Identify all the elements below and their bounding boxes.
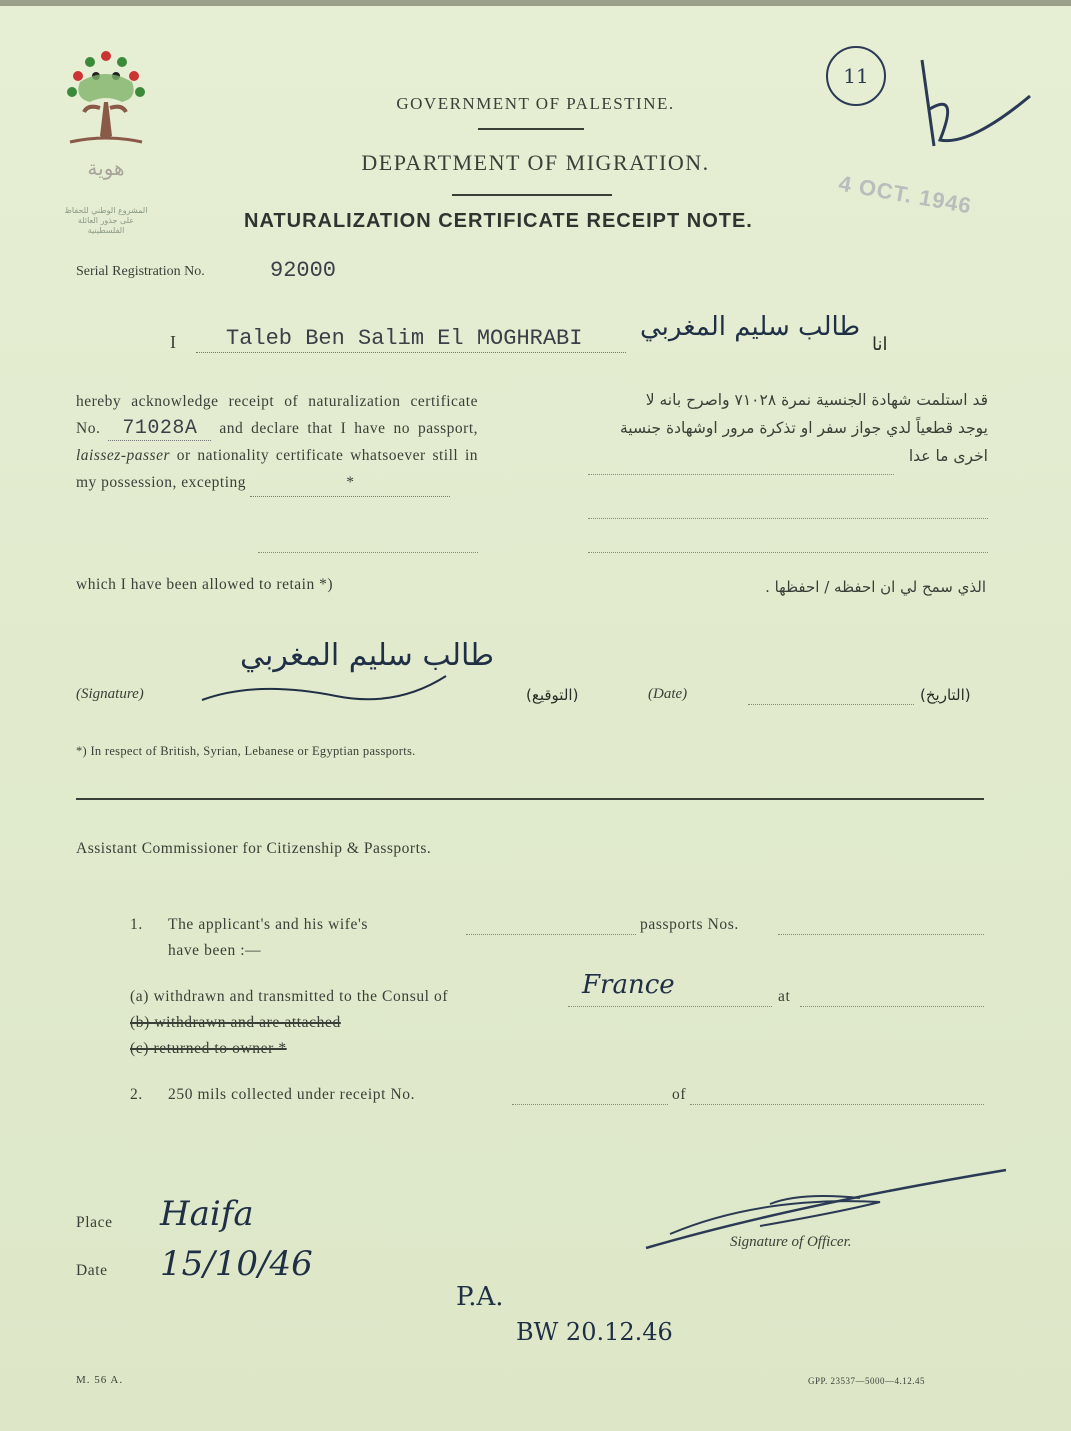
- handwritten-initials: [900, 50, 1040, 160]
- asterisk-mark: *: [346, 474, 355, 491]
- arabic-dotted-line: [588, 552, 988, 553]
- declaration-text: and declare that I have no passport,: [219, 420, 478, 437]
- i-label: I: [170, 332, 176, 352]
- department-heading: DEPARTMENT OF MIGRATION.: [361, 150, 710, 175]
- signature-label: (Signature): [76, 686, 144, 702]
- logo-tagline: المشروع الوطني للحفاظ على جذور العائلة الفلسطينية: [64, 206, 148, 235]
- signature-stroke: [196, 656, 456, 716]
- place-value: Haifa: [160, 1194, 254, 1234]
- arabic-line: اخرى ما عدا: [908, 447, 988, 465]
- arabic-dotted-line: [588, 518, 988, 519]
- option-a: (a) withdrawn and transmitted to the Consul of: [130, 988, 449, 1005]
- date-stamp: 4 OCT. 1946: [836, 170, 974, 219]
- declaration-text: or nationality certificate whatsoever still in my possession, excepting: [76, 447, 479, 491]
- wife-passport-dotted-line: [466, 934, 636, 935]
- officer-signature-label: Signature of Officer.: [730, 1234, 852, 1250]
- declarant-name-arabic: طالب سليم المغربي: [640, 312, 861, 342]
- at-label: at: [778, 988, 791, 1005]
- excepting-field: [250, 469, 450, 497]
- passport-nos-dotted-line: [778, 934, 984, 935]
- consul-country: France: [582, 970, 675, 1000]
- printer-code: GPP. 23537—5000—4.12.45: [808, 1376, 926, 1386]
- receipt-dotted-line: [512, 1104, 668, 1105]
- circled-number: [826, 46, 886, 106]
- pa-date-note: BW 20.12.46: [516, 1318, 673, 1346]
- item-2-number: 2.: [130, 1086, 143, 1103]
- certificate-number: 71028A: [108, 417, 211, 441]
- footnote: *) In respect of British, Syrian, Lebanese or Egyptian passports.: [76, 744, 416, 758]
- arabic-line: قد استلمت شهادة الجنسية نمرة ٧١٠٢٨ واصرح بانه لا: [645, 391, 988, 409]
- arabic-line: يوجد قطعياً لدي جواز سفر او تذكرة مرور اوشهادة جنسية: [620, 419, 988, 437]
- item-1-number: 1.: [130, 916, 143, 933]
- handwritten-signature: طالب سليم المغربي: [240, 638, 494, 673]
- of-dotted-line: [690, 1104, 984, 1105]
- declaration-text: hereby acknowledge receipt of naturalization certificate No.: [76, 393, 478, 437]
- declarant-name: Taleb Ben Salim El MOGHRABI: [226, 326, 583, 351]
- date-label-office: Date: [76, 1262, 108, 1279]
- item-2-text: 250 mils collected under receipt No.: [168, 1086, 416, 1103]
- arabic-declaration: [588, 386, 988, 470]
- date-dotted-line: [748, 704, 914, 705]
- section-divider: [76, 798, 984, 800]
- consul-dotted-line: [568, 1006, 772, 1007]
- have-been-text: have been :—: [168, 942, 262, 959]
- circled-number-text: 11: [843, 64, 869, 88]
- excepting-dotted-line: [258, 552, 478, 553]
- laissez-passer-text: laissez-passer: [76, 447, 170, 464]
- document-title: NATURALIZATION CERTIFICATE RECEIPT NOTE.: [244, 210, 753, 232]
- serial-label: Serial Registration No.: [76, 264, 205, 279]
- english-declaration: [76, 388, 478, 497]
- date-label-arabic: (التاريخ): [920, 686, 971, 704]
- logo-name: هوية: [87, 156, 125, 180]
- serial-value: 92000: [270, 258, 337, 283]
- of-label: of: [672, 1086, 687, 1103]
- date-value: 15/10/46: [160, 1244, 313, 1284]
- option-b-struck: (b) withdrawn and are attached: [130, 1014, 341, 1031]
- header-rule: [478, 128, 584, 130]
- ana-label: انا: [872, 334, 888, 354]
- form-number: M. 56 A.: [76, 1374, 124, 1386]
- government-heading: GOVERNMENT OF PALESTINE.: [396, 94, 675, 113]
- header-rule: [452, 194, 612, 196]
- retain-text: which I have been allowed to retain *): [76, 576, 334, 593]
- name-dotted-line: [196, 352, 626, 353]
- pa-note: P.A.: [456, 1282, 504, 1312]
- item-1-text: The applicant's and his wife's: [168, 916, 369, 933]
- at-dotted-line: [800, 1006, 984, 1007]
- date-label: (Date): [648, 686, 688, 702]
- option-c-struck: (c) returned to owner *: [130, 1040, 287, 1057]
- place-label: Place: [76, 1214, 113, 1231]
- arabic-dotted-line: [588, 474, 894, 475]
- passports-label: passports Nos.: [640, 916, 739, 933]
- retain-text-arabic: الذي سمح لي ان احفظه / احفظها .: [765, 578, 986, 596]
- assistant-commissioner: Assistant Commissioner for Citizenship & Passports.: [76, 840, 432, 857]
- signature-label-arabic: (التوقيع): [526, 686, 579, 704]
